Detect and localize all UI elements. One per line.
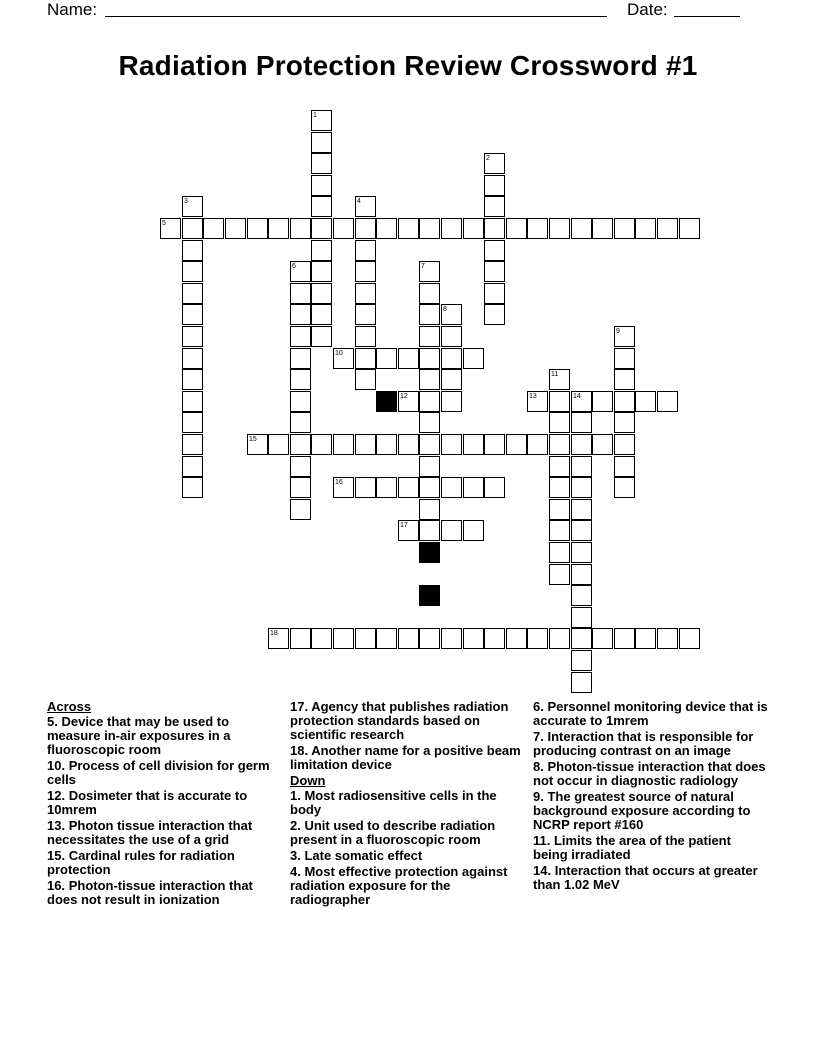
clue-text: Most radiosensitive cells in the body bbox=[290, 788, 497, 817]
clue-down-3 bbox=[290, 849, 526, 863]
clue-number-label: 11 bbox=[551, 371, 559, 378]
crossword-cell[interactable] bbox=[441, 348, 462, 369]
crossword-cell[interactable] bbox=[549, 564, 570, 585]
clue-number-label: 13 bbox=[529, 393, 537, 400]
crossword-cell[interactable] bbox=[571, 650, 592, 671]
crossword-cell[interactable] bbox=[484, 283, 505, 304]
crossword-cell[interactable] bbox=[484, 175, 505, 196]
clue-text: Interaction that occurs at greater than 1.02 MeV bbox=[533, 863, 758, 892]
crossword-cell[interactable] bbox=[355, 369, 376, 390]
clue-down-2 bbox=[290, 819, 526, 847]
clue-number-label: 4 bbox=[357, 198, 361, 205]
clue-number-label: 16 bbox=[335, 479, 343, 486]
crossword-cell[interactable] bbox=[419, 499, 440, 520]
crossword-cell[interactable] bbox=[614, 456, 635, 477]
name-label: Name: bbox=[47, 0, 98, 19]
clue-down-7 bbox=[533, 730, 769, 758]
crossword-cell[interactable] bbox=[355, 218, 376, 239]
crossword-cell[interactable] bbox=[398, 348, 419, 369]
crossword-cell[interactable] bbox=[290, 477, 311, 498]
crossword-cell[interactable] bbox=[571, 456, 592, 477]
crossword-cell[interactable] bbox=[549, 412, 570, 433]
crossword-cell[interactable] bbox=[484, 196, 505, 217]
crossword-cell[interactable] bbox=[571, 672, 592, 693]
crossword-cell[interactable] bbox=[311, 304, 332, 325]
clue-number: 1. bbox=[290, 788, 301, 803]
clue-across-10 bbox=[47, 759, 283, 787]
crossword-cell[interactable] bbox=[441, 434, 462, 455]
crossword-cell[interactable] bbox=[376, 348, 397, 369]
crossword-cell[interactable] bbox=[333, 628, 354, 649]
crossword-cell[interactable] bbox=[614, 369, 635, 390]
crossword-cell[interactable] bbox=[571, 218, 592, 239]
crossword-cell[interactable] bbox=[182, 369, 203, 390]
clue-number: 14. bbox=[533, 863, 552, 878]
crossword-cell[interactable] bbox=[419, 434, 440, 455]
crossword-cell[interactable] bbox=[614, 391, 635, 412]
crossword-cell[interactable] bbox=[614, 412, 635, 433]
clue-number-label: 17 bbox=[400, 522, 408, 529]
clue-text: Most effective protection against radiation exposure for the radiographer bbox=[290, 864, 508, 907]
crossword-cell[interactable] bbox=[225, 218, 246, 239]
crossword-cell[interactable] bbox=[182, 218, 203, 239]
crossword-cell[interactable] bbox=[441, 369, 462, 390]
crossword-cell[interactable] bbox=[290, 326, 311, 347]
crossword-cell[interactable] bbox=[355, 326, 376, 347]
crossword-cell[interactable] bbox=[311, 283, 332, 304]
crossword-cell[interactable] bbox=[527, 218, 548, 239]
clue-text: Photon-tissue interaction that does not occur in diagnostic radiology bbox=[533, 759, 766, 788]
clue-number: 4. bbox=[290, 864, 301, 879]
clue-number: 11. bbox=[533, 833, 551, 848]
crossword-cell[interactable] bbox=[463, 628, 484, 649]
clue-number-label: 2 bbox=[486, 155, 490, 162]
crossword-cell[interactable] bbox=[419, 456, 440, 477]
clue-text: Interaction that is responsible for producing contrast on an image bbox=[533, 729, 754, 758]
clue-across-17 bbox=[290, 700, 526, 742]
crossword-cell[interactable] bbox=[571, 434, 592, 455]
clues-column-3 bbox=[533, 700, 769, 894]
crossword-cell[interactable] bbox=[614, 434, 635, 455]
crossword-cell[interactable] bbox=[506, 218, 527, 239]
clue-number-label: 12 bbox=[400, 393, 408, 400]
clue-down-6 bbox=[533, 700, 769, 728]
clue-text: Agency that publishes radiation protection standards based on scientific research bbox=[290, 699, 509, 742]
crossword-cell[interactable] bbox=[355, 348, 376, 369]
crossword-cell[interactable] bbox=[419, 412, 440, 433]
crossword-cell[interactable] bbox=[441, 628, 462, 649]
crossword-cell[interactable] bbox=[549, 456, 570, 477]
crossword-cell[interactable] bbox=[333, 218, 354, 239]
crossword-cell[interactable] bbox=[290, 499, 311, 520]
clue-across-15 bbox=[47, 849, 283, 877]
crossword-cell[interactable] bbox=[592, 391, 613, 412]
crossword-cell[interactable] bbox=[182, 261, 203, 282]
crossword-cell[interactable] bbox=[571, 585, 592, 606]
crossword-cell[interactable] bbox=[441, 218, 462, 239]
crossword-cell[interactable] bbox=[182, 326, 203, 347]
crossword-cell[interactable] bbox=[635, 391, 656, 412]
crossword-cell[interactable] bbox=[182, 456, 203, 477]
crossword-cell[interactable] bbox=[419, 628, 440, 649]
crossword-cell[interactable] bbox=[355, 434, 376, 455]
clue-number: 18. bbox=[290, 743, 309, 758]
crossword-cell[interactable] bbox=[441, 391, 462, 412]
clue-down-1 bbox=[290, 789, 526, 817]
clue-across-12 bbox=[47, 789, 283, 817]
crossword-cell[interactable] bbox=[311, 434, 332, 455]
crossword-cell[interactable] bbox=[290, 283, 311, 304]
crossword-cell[interactable] bbox=[419, 391, 440, 412]
crossword-cell[interactable] bbox=[484, 304, 505, 325]
crossword-cell[interactable] bbox=[635, 628, 656, 649]
crossword-cell[interactable] bbox=[290, 369, 311, 390]
clue-number-label: 15 bbox=[249, 436, 257, 443]
crossword-cell[interactable] bbox=[311, 326, 332, 347]
crossword-cell[interactable] bbox=[355, 628, 376, 649]
clue-number: 15. bbox=[47, 848, 66, 863]
crossword-cell[interactable] bbox=[549, 434, 570, 455]
crossword-cell[interactable] bbox=[463, 348, 484, 369]
black-square bbox=[376, 391, 397, 412]
crossword-cell[interactable] bbox=[571, 542, 592, 563]
clue-down-8 bbox=[533, 760, 769, 788]
crossword-cell[interactable] bbox=[355, 304, 376, 325]
crossword-cell[interactable] bbox=[311, 153, 332, 174]
crossword-cell[interactable] bbox=[463, 520, 484, 541]
crossword-cell[interactable] bbox=[549, 391, 570, 412]
crossword-cell[interactable] bbox=[182, 391, 203, 412]
crossword-cell[interactable] bbox=[355, 240, 376, 261]
across-heading: Across bbox=[47, 699, 92, 714]
clue-text: Photon tissue interaction that necessitates the use of a grid bbox=[47, 818, 253, 847]
clue-number: 12. bbox=[47, 788, 66, 803]
crossword-cell[interactable] bbox=[549, 628, 570, 649]
clue-number: 13. bbox=[47, 818, 66, 833]
date-label: Date: bbox=[627, 0, 668, 19]
crossword-cell[interactable] bbox=[484, 628, 505, 649]
crossword-cell[interactable] bbox=[419, 477, 440, 498]
crossword-cell[interactable] bbox=[484, 261, 505, 282]
crossword-cell[interactable] bbox=[355, 477, 376, 498]
crossword-cell[interactable] bbox=[311, 218, 332, 239]
clue-number: 5. bbox=[47, 714, 58, 729]
clue-number-label: 1 bbox=[313, 112, 317, 119]
crossword-cell[interactable] bbox=[571, 520, 592, 541]
crossword-cell[interactable] bbox=[657, 628, 678, 649]
clue-text: Photon-tissue interaction that does not result in ionization bbox=[47, 878, 253, 907]
crossword-cell[interactable] bbox=[679, 218, 700, 239]
clue-number: 10. bbox=[47, 758, 66, 773]
down-heading: Down bbox=[290, 773, 326, 788]
clue-text: Process of cell division for germ cells bbox=[47, 758, 270, 787]
crossword-cell[interactable] bbox=[549, 542, 570, 563]
crossword-cell[interactable] bbox=[419, 369, 440, 390]
crossword-cell[interactable] bbox=[592, 628, 613, 649]
clue-down-9 bbox=[533, 790, 769, 832]
crossword-cell[interactable] bbox=[549, 218, 570, 239]
clue-down-4 bbox=[290, 865, 526, 907]
crossword-cell[interactable] bbox=[419, 348, 440, 369]
clue-across-16 bbox=[47, 879, 283, 907]
crossword-cell[interactable] bbox=[398, 477, 419, 498]
crossword-cell[interactable] bbox=[441, 520, 462, 541]
clue-text: Dosimeter that is accurate to 10mrem bbox=[47, 788, 248, 817]
clue-number: 6. bbox=[533, 699, 544, 714]
crossword-cell[interactable] bbox=[290, 218, 311, 239]
crossword-cell[interactable] bbox=[398, 434, 419, 455]
clue-number-label: 9 bbox=[616, 328, 620, 335]
crossword-cell[interactable] bbox=[311, 261, 332, 282]
clue-number: 2. bbox=[290, 818, 301, 833]
crossword-cell[interactable] bbox=[571, 412, 592, 433]
clue-number-label: 3 bbox=[184, 198, 188, 205]
crossword-cell[interactable] bbox=[290, 628, 311, 649]
crossword-cell[interactable] bbox=[571, 499, 592, 520]
crossword-cell[interactable] bbox=[355, 261, 376, 282]
crossword-cell[interactable] bbox=[484, 240, 505, 261]
crossword-cell[interactable] bbox=[311, 175, 332, 196]
clue-number-label: 5 bbox=[162, 220, 166, 227]
clue-number: 7. bbox=[533, 729, 544, 744]
crossword-cell[interactable] bbox=[484, 218, 505, 239]
crossword-cell[interactable] bbox=[290, 348, 311, 369]
crossword-cell[interactable] bbox=[419, 326, 440, 347]
crossword-cell[interactable] bbox=[419, 283, 440, 304]
crossword-cell[interactable] bbox=[527, 628, 548, 649]
crossword-cell[interactable] bbox=[549, 499, 570, 520]
crossword-cell[interactable] bbox=[571, 564, 592, 585]
crossword-cell[interactable] bbox=[355, 283, 376, 304]
clue-number: 17. bbox=[290, 699, 309, 714]
crossword-cell[interactable] bbox=[592, 434, 613, 455]
crossword-cell[interactable] bbox=[484, 434, 505, 455]
crossword-cell[interactable] bbox=[290, 456, 311, 477]
crossword-cell[interactable] bbox=[549, 477, 570, 498]
crossword-cell[interactable] bbox=[571, 477, 592, 498]
crossword-cell[interactable] bbox=[398, 628, 419, 649]
crossword-cell[interactable] bbox=[419, 304, 440, 325]
crossword-cell[interactable] bbox=[398, 218, 419, 239]
crossword-cell[interactable] bbox=[247, 218, 268, 239]
clue-number: 3. bbox=[290, 848, 301, 863]
crossword-cell[interactable] bbox=[311, 196, 332, 217]
clue-number-label: 18 bbox=[270, 630, 278, 637]
crossword-cell[interactable] bbox=[182, 283, 203, 304]
clue-text: The greatest source of natural background exposure according to NCRP report #160 bbox=[533, 789, 751, 832]
crossword-cell[interactable] bbox=[333, 434, 354, 455]
crossword-cell[interactable] bbox=[506, 434, 527, 455]
crossword-cell[interactable] bbox=[441, 477, 462, 498]
crossword-cell[interactable] bbox=[290, 434, 311, 455]
clue-number: 16. bbox=[47, 878, 66, 893]
crossword-cell[interactable] bbox=[463, 434, 484, 455]
clue-text: Device that may be used to measure in-air exposures in a fluoroscopic room bbox=[47, 714, 231, 757]
crossword-cell[interactable] bbox=[290, 412, 311, 433]
clue-down-11 bbox=[533, 834, 769, 862]
crossword-cell[interactable] bbox=[290, 391, 311, 412]
crossword-cell[interactable] bbox=[527, 434, 548, 455]
crossword-cell[interactable] bbox=[614, 218, 635, 239]
clue-text: Unit used to describe radiation present in a fluoroscopic room bbox=[290, 818, 496, 847]
clue-text: Personnel monitoring device that is accurate to 1mrem bbox=[533, 699, 768, 728]
page-title: Radiation Protection Review Crossword #1 bbox=[118, 50, 698, 81]
clue-across-5 bbox=[47, 715, 283, 757]
crossword-cell[interactable] bbox=[571, 628, 592, 649]
clue-text: Cardinal rules for radiation protection bbox=[47, 848, 235, 877]
crossword-cell[interactable] bbox=[376, 434, 397, 455]
clue-across-13 bbox=[47, 819, 283, 847]
clue-number-label: 14 bbox=[573, 393, 581, 400]
crossword-cell[interactable] bbox=[549, 520, 570, 541]
crossword-cell[interactable] bbox=[657, 391, 678, 412]
crossword-cell[interactable] bbox=[203, 218, 224, 239]
crossword-cell[interactable] bbox=[182, 304, 203, 325]
clue-number-label: 8 bbox=[443, 306, 447, 313]
clue-text: Another name for a positive beam limitation device bbox=[290, 743, 521, 772]
crossword-cell[interactable] bbox=[376, 628, 397, 649]
crossword-cell[interactable] bbox=[463, 218, 484, 239]
crossword-cell[interactable] bbox=[311, 628, 332, 649]
clue-number: 9. bbox=[533, 789, 544, 804]
clue-down-14 bbox=[533, 864, 769, 892]
crossword-cell[interactable] bbox=[268, 434, 289, 455]
crossword-cell[interactable] bbox=[290, 304, 311, 325]
crossword-cell[interactable] bbox=[268, 218, 289, 239]
crossword-cell[interactable] bbox=[419, 218, 440, 239]
crossword-cell[interactable] bbox=[484, 477, 505, 498]
clue-text: Limits the area of the patient being irradiated bbox=[533, 833, 731, 862]
crossword-cell[interactable] bbox=[376, 477, 397, 498]
crossword-cell[interactable] bbox=[182, 348, 203, 369]
crossword-cell[interactable] bbox=[614, 348, 635, 369]
crossword-cell[interactable] bbox=[657, 218, 678, 239]
black-square bbox=[419, 542, 440, 563]
crossword-cell[interactable] bbox=[182, 412, 203, 433]
clue-number-label: 6 bbox=[292, 263, 296, 270]
clue-number-label: 7 bbox=[421, 263, 425, 270]
crossword-cell[interactable] bbox=[441, 326, 462, 347]
clue-number: 8. bbox=[533, 759, 544, 774]
clues-column-1 bbox=[47, 700, 283, 909]
crossword-cell[interactable] bbox=[182, 477, 203, 498]
black-square bbox=[419, 585, 440, 606]
crossword-cell[interactable] bbox=[419, 520, 440, 541]
crossword-cell[interactable] bbox=[571, 607, 592, 628]
clue-number-label: 10 bbox=[335, 350, 343, 357]
crossword-cell[interactable] bbox=[463, 477, 484, 498]
clue-text: Late somatic effect bbox=[304, 848, 423, 863]
crossword-cell[interactable] bbox=[182, 434, 203, 455]
crossword-cell[interactable] bbox=[506, 628, 527, 649]
crossword-cell[interactable] bbox=[182, 240, 203, 261]
crossword-cell[interactable] bbox=[635, 218, 656, 239]
clues-column-2 bbox=[290, 700, 526, 909]
crossword-cell[interactable] bbox=[376, 218, 397, 239]
clue-across-18 bbox=[290, 744, 526, 772]
crossword-cell[interactable] bbox=[614, 477, 635, 498]
crossword-cell[interactable] bbox=[311, 132, 332, 153]
crossword-cell[interactable] bbox=[311, 240, 332, 261]
crossword-cell[interactable] bbox=[614, 628, 635, 649]
crossword-cell[interactable] bbox=[592, 218, 613, 239]
crossword-cell[interactable] bbox=[679, 628, 700, 649]
